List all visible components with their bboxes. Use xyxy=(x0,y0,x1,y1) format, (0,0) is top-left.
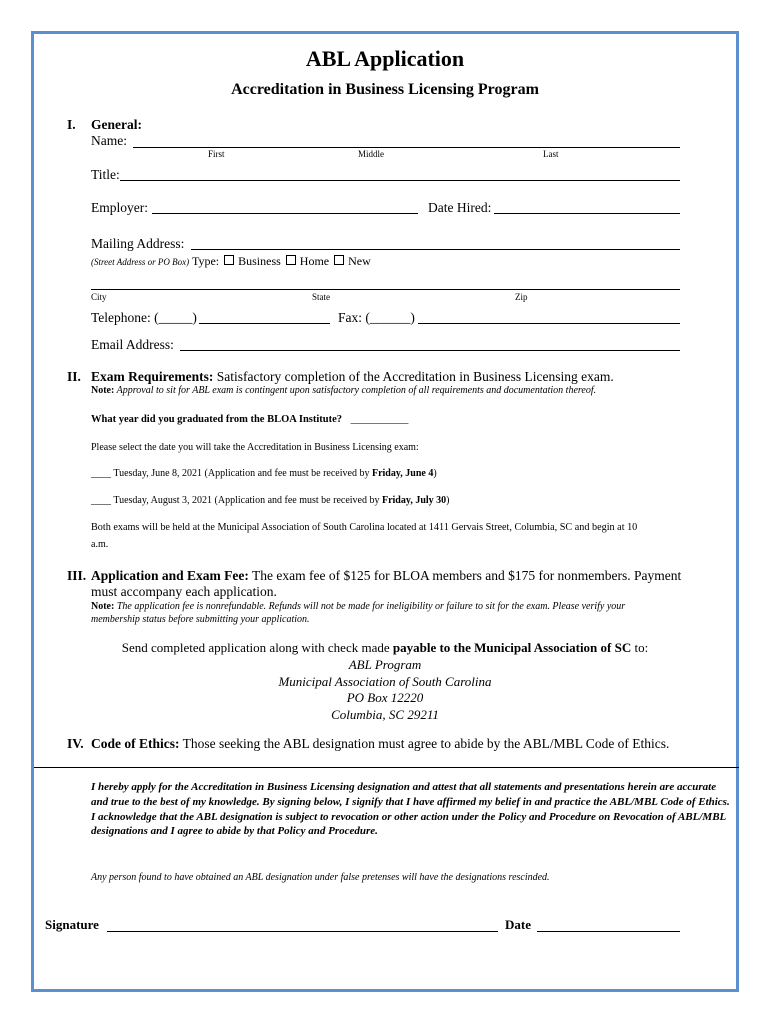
page-frame xyxy=(31,31,739,992)
select-exam-prompt: Please select the date you will take the Accreditation in Business Licensing exam: xyxy=(91,442,419,453)
exam-option-august[interactable] xyxy=(91,495,450,506)
graduated-year-field[interactable]: ___________ xyxy=(350,414,409,425)
section-4-number: IV. xyxy=(67,736,84,751)
zip-caption: Zip xyxy=(515,292,528,302)
new-option-label: New xyxy=(348,254,371,268)
exam-location-line-1: Both exams will be held at the Municipal Association of South Carolina located at 1411 Gervais Street, Columbia, SC and begin at 10 xyxy=(91,522,638,533)
date-field[interactable] xyxy=(537,931,680,932)
date-hired-field[interactable] xyxy=(494,213,680,214)
state-caption: State xyxy=(312,292,330,302)
employer-field[interactable] xyxy=(152,213,418,214)
name-field[interactable] xyxy=(133,147,680,148)
city-state-zip-field[interactable] xyxy=(91,289,680,290)
exam-option-june-deadline: Friday, June 4 xyxy=(371,468,434,479)
title-field[interactable] xyxy=(120,180,680,181)
exam-location-line-2: a.m. xyxy=(91,539,109,550)
page-title: ABL Application xyxy=(305,46,465,71)
fax-label: Fax: (______) xyxy=(338,310,415,325)
send-text: Send completed application along with check made xyxy=(121,640,393,655)
address-line-2: Municipal Association of South Carolina xyxy=(278,674,492,689)
name-first-caption: First xyxy=(208,149,225,159)
fee-text-2: must accompany each application. xyxy=(91,584,277,599)
city-caption: City xyxy=(91,292,107,302)
address-line-3: PO Box 12220 xyxy=(346,690,424,705)
send-instructions xyxy=(0,640,770,656)
fee-note-line-1 xyxy=(91,601,625,612)
section-1-number: I. xyxy=(67,117,76,132)
ethics-line xyxy=(91,736,669,752)
type-label: Type: xyxy=(191,254,220,268)
fee-note-text-1: The application fee is nonrefundable. Refunds will not be made for ineligibility or failure to sit for the exam. Please verify your xyxy=(114,601,626,612)
exam-option-june-text: ____ Tuesday, June 8, 2021 (Application and fee must be received by xyxy=(91,468,372,479)
new-checkbox[interactable] xyxy=(334,255,344,265)
mailing-address-label: Mailing Address: xyxy=(91,236,185,251)
exam-requirements-text: Satisfactory completion of the Accreditation in Business Licensing exam. xyxy=(213,369,614,384)
send-end: to: xyxy=(631,640,649,655)
exam-option-august-text: ____ Tuesday, August 3, 2021 (Application and fee must be received by xyxy=(91,495,382,506)
section-2-number: II. xyxy=(67,369,81,384)
false-pretenses-warning: Any person found to have obtained an ABL designation under false pretenses will have the designations rescinded. xyxy=(91,872,550,883)
exam-option-august-deadline: Friday, July 30 xyxy=(381,495,447,506)
business-option-label: Business xyxy=(238,254,281,268)
exam-requirements-heading: Exam Requirements: xyxy=(91,369,214,384)
ethics-text: Those seeking the ABL designation must agree to abide by the ABL/MBL Code of Ethics. xyxy=(179,736,670,751)
send-payee: payable to the Municipal Association of SC xyxy=(392,640,632,655)
telephone-label: Telephone: (_____) xyxy=(91,310,197,325)
section-3-number: III. xyxy=(67,568,87,583)
ethics-heading: Code of Ethics: xyxy=(91,736,180,751)
business-checkbox[interactable] xyxy=(224,255,234,265)
home-checkbox[interactable] xyxy=(286,255,296,265)
fee-text-1: The exam fee of $125 for BLOA members and $175 for nonmembers. Payment xyxy=(248,568,682,583)
fee-note-label: Note: xyxy=(91,601,115,612)
signature-label: Signature xyxy=(45,917,99,932)
home-option-label: Home xyxy=(299,254,330,268)
address-line-1: ABL Program xyxy=(348,657,422,672)
fee-line-1 xyxy=(91,568,681,584)
fee-heading: Application and Exam Fee: xyxy=(91,568,249,583)
fax-field[interactable] xyxy=(418,323,680,324)
exam-note-text: Approval to sit for ABL exam is contingent upon satisfactory completion of all requirements and documentation thereof. xyxy=(114,385,597,396)
email-field[interactable] xyxy=(180,350,680,351)
date-label: Date xyxy=(505,917,531,932)
exam-option-june[interactable] xyxy=(91,468,437,479)
exam-note xyxy=(91,385,596,396)
title-label: Title: xyxy=(91,167,120,182)
employer-label: Employer: xyxy=(91,200,148,215)
name-label: Name: xyxy=(91,133,127,148)
exam-option-august-end: ) xyxy=(446,495,450,506)
date-hired-label: Date Hired: xyxy=(428,200,492,215)
name-last-caption: Last xyxy=(543,149,559,159)
exam-note-label: Note: xyxy=(91,385,115,396)
graduated-question-row xyxy=(91,414,408,425)
certification-paragraph: I hereby apply for the Accreditation in Business Licensing designation and attest that all statements and presentations herein are accurate and true to the best of my knowledge. By signing below, I signify that I have affirmed my belief in and practice the ABL/MBL Code of Ethics. I acknowledge that the ABL designation is subject to revocation or other action under the Policy and Procedure on Revocation of ABL/MBL designations and I agree to abide by that Policy and Procedure. xyxy=(91,781,730,838)
email-label: Email Address: xyxy=(91,337,174,352)
address-type-row xyxy=(91,254,371,269)
exam-requirements-line xyxy=(91,369,614,385)
address-line-4: Columbia, SC 29211 xyxy=(331,707,439,722)
graduated-question: What year did you graduated from the BLOA Institute? xyxy=(91,414,343,425)
mailing-address-field[interactable] xyxy=(191,249,680,250)
divider xyxy=(34,767,739,768)
signature-field[interactable] xyxy=(107,931,498,932)
section-1-heading: General: xyxy=(91,117,142,132)
page-subtitle: Accreditation in Business Licensing Program xyxy=(231,81,539,98)
name-middle-caption: Middle xyxy=(358,149,384,159)
exam-option-june-end: ) xyxy=(433,468,437,479)
telephone-field[interactable] xyxy=(199,323,330,324)
street-hint: (Street Address or PO Box) xyxy=(91,257,190,267)
fee-note-line-2: membership status before submitting your application. xyxy=(91,614,310,625)
